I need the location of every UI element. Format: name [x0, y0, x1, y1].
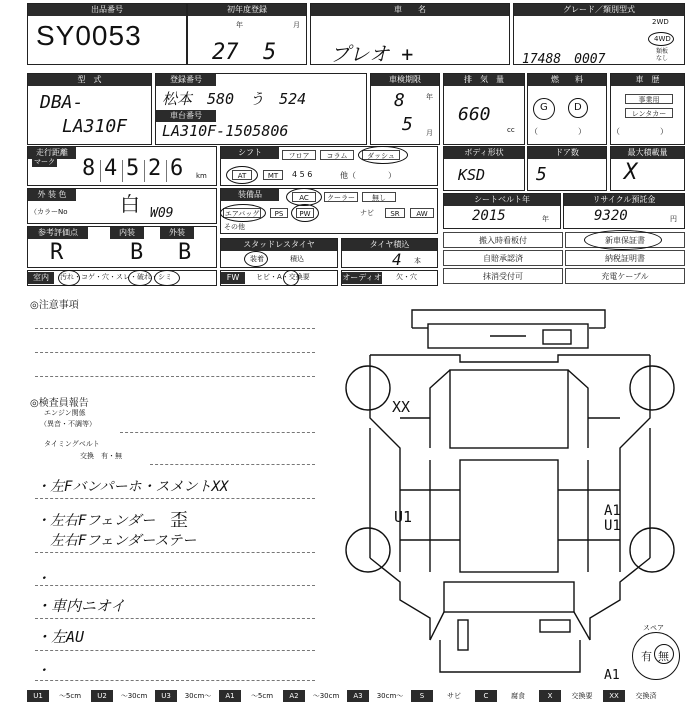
caution-line-3: [35, 376, 315, 377]
mark-xx: XX: [392, 398, 411, 416]
legend-code: C: [475, 690, 497, 702]
note-rule-2: [35, 552, 315, 553]
interior-label: 内装: [110, 227, 144, 239]
year-unit: 年: [236, 21, 243, 29]
windshield-outline: [450, 370, 568, 448]
color-value: 白: [120, 192, 140, 216]
color-label: 外 装 色: [28, 189, 76, 201]
mileage-mark: マーク: [34, 158, 55, 166]
engine-line: [120, 432, 315, 433]
mileage-digit: 4: [104, 156, 118, 181]
tire-unit: 本: [414, 257, 421, 265]
shift-floor: フロア: [282, 150, 316, 160]
inspection-month: 5: [402, 114, 413, 135]
legend-desc: サビ: [447, 692, 461, 700]
model-label: 型 式: [28, 74, 151, 86]
drive-4wd: 4WD: [654, 35, 671, 43]
note-rule-5: [35, 650, 315, 651]
note-line-3: 左右Fフェンダーステー: [36, 533, 197, 549]
engine-sub: （異音・不調等）: [40, 420, 96, 428]
spare-none: 無: [658, 650, 669, 663]
new-warranty-circle: [584, 230, 662, 250]
shift-other: 他（ ）: [340, 171, 396, 180]
history-paren: （ ）: [612, 127, 668, 136]
tax-cert-button: 納税証明書: [565, 250, 685, 266]
fuel-paren: （ ）: [530, 127, 586, 136]
exterior-value: B: [178, 240, 192, 265]
history-business: 事業用: [625, 94, 673, 104]
interior-note-items: 汚れ・コゲ・穴・スレ・破れ・シミ: [60, 273, 172, 281]
front-bumper-outline: [412, 310, 605, 328]
studless-label: スタッドレスタイヤ: [221, 239, 337, 251]
tire-label: タイヤ積込: [342, 239, 437, 251]
body-type-label: ボディ形状: [444, 147, 524, 159]
mark-u1-left: U1: [394, 508, 413, 526]
spare-none-circle: [654, 644, 674, 664]
recycle-unit: 円: [670, 215, 677, 223]
note-line-4: ・: [36, 571, 50, 587]
note-line-5: ・車内ニオイ: [36, 597, 126, 615]
legend-code: U3: [155, 690, 177, 702]
tire-value: 4: [392, 250, 402, 269]
first-registration-label: 初年度登録: [188, 4, 306, 16]
shift-column: コラム: [320, 150, 354, 160]
shift-at: AT: [232, 170, 252, 180]
note-rule-6: [35, 680, 315, 681]
fender-mark: 歪: [170, 510, 188, 531]
color-paren: （カラーNo: [30, 208, 68, 216]
registration-number: 松本 580 う 524: [162, 90, 307, 108]
interior-value: B: [130, 240, 144, 265]
carry-in-button: 搬入時看板付: [443, 232, 563, 248]
spare-label: スペア: [643, 624, 664, 632]
legend-code: U2: [91, 690, 113, 702]
legend-desc: 交換要: [571, 692, 593, 700]
capacity-value: X: [624, 160, 638, 185]
legend-code: S: [411, 690, 433, 702]
wheel-rear-right: [630, 528, 674, 572]
lot-label: 出品番号: [28, 4, 186, 16]
grade-label: グレード／類別型式: [514, 4, 684, 16]
fw-a-circle: [283, 270, 299, 286]
note-line-6: ・左AU: [36, 628, 85, 646]
self-approved-button: 自賠承認済: [443, 250, 563, 266]
evaluation-label: 参考評価点: [28, 227, 88, 239]
history-label: 車 歴: [611, 74, 684, 86]
chassis-number: LA310F-1505806: [162, 122, 289, 140]
equip-pw-circle: [291, 204, 319, 222]
month-unit: 月: [293, 21, 300, 29]
car-name: プレオ +: [330, 42, 414, 66]
wheel-front-right: [630, 366, 674, 410]
model-value-2: LA310F: [62, 116, 128, 137]
legend-desc: 30cm～: [184, 692, 212, 700]
rear-window-outline: [444, 582, 574, 612]
mileage-digit: 6: [170, 156, 184, 181]
chassis-number-label: 車台番号: [156, 110, 216, 122]
inspector-title: ◎検査員報告: [30, 398, 89, 409]
legend-desc: 交換済: [635, 692, 657, 700]
mileage-digit: 8: [82, 156, 96, 181]
legend-code: XX: [603, 690, 625, 702]
interior-note-label: 室内: [28, 272, 54, 284]
shift-at-circle: [226, 166, 258, 184]
studless-installed: 装着: [250, 255, 264, 263]
recycle-label: リサイクル預託金: [564, 194, 684, 206]
equip-ac: AC: [292, 192, 316, 202]
seatbelt-value: 2015: [472, 208, 506, 224]
interior-scuff-circle: [128, 270, 152, 286]
fw-items: ヒビ・A・交換要: [256, 273, 310, 281]
caution-line-1: [35, 328, 315, 329]
legend-code: X: [539, 690, 561, 702]
recycle-value: 9320: [594, 208, 628, 224]
note-rule-4: [35, 618, 315, 619]
mileage-unit: km: [196, 172, 207, 180]
shift-dash-circle: [358, 146, 408, 164]
legend-desc: ～5cm: [250, 692, 274, 700]
shift-dash: ダッシュ: [362, 150, 400, 160]
seatbelt-label: シートベルト年: [444, 194, 560, 206]
fuel-label: 燃 料: [528, 74, 606, 86]
legend-code: U1: [27, 690, 49, 702]
erase-button: 抹消受付可: [443, 268, 563, 284]
legend-code: A2: [283, 690, 305, 702]
inspection-year-unit: 年: [426, 93, 433, 101]
note-line-1: ・左Fバンパーホ・スメントXX: [36, 479, 229, 495]
equip-other: その他: [224, 223, 245, 231]
displacement-label: 排 気 量: [444, 74, 524, 86]
equip-navi: ナビ: [360, 209, 374, 217]
rear-bumper-outline: [440, 640, 580, 672]
doors-label: ドア数: [528, 147, 606, 159]
model-value-1: DBA-: [40, 92, 84, 113]
color-code: W09: [150, 206, 174, 221]
wheel-rear-left: [346, 528, 390, 572]
mileage-digit: 2: [148, 156, 162, 181]
legend-code: A3: [347, 690, 369, 702]
registration-number-label: 登録番号: [156, 74, 216, 86]
equip-aw: AW: [410, 208, 434, 218]
inspection-month-unit: 月: [426, 129, 433, 137]
front-body-outline: [370, 355, 650, 362]
interior-dirt-circle: [58, 270, 80, 286]
caution-title: ◎注意事項: [30, 300, 79, 311]
wheel-front-left: [346, 366, 390, 410]
note-line-2: ・左右Fフェンダー: [36, 513, 156, 529]
studless-loaded: 積込: [290, 255, 304, 263]
mileage-digit: 5: [126, 156, 140, 181]
exterior-label: 外装: [160, 227, 194, 239]
fuel-g: G: [540, 102, 548, 113]
drive-2wd: 2WD: [652, 18, 669, 26]
equip-cooler: クーラー: [324, 192, 358, 202]
car-damage-diagram: [340, 300, 685, 690]
mark-a1-u1: A1 U1: [604, 503, 621, 534]
legend-desc: 30cm～: [376, 692, 404, 700]
mileage-label: 走行距離: [28, 147, 76, 159]
drive-none: 類板 なし: [656, 48, 669, 62]
shift-mt: MT: [263, 170, 283, 180]
equip-ps: PS: [270, 208, 288, 218]
evaluation-value: R: [50, 240, 64, 265]
first-registration-year: 27: [212, 40, 239, 65]
note-rule-1: [35, 498, 315, 499]
mileage-digit-separator: [100, 160, 101, 182]
audio-items: 欠・穴: [396, 273, 417, 281]
timing-line: [150, 464, 315, 465]
capacity-label: 最大積載量: [611, 147, 684, 159]
legend-code: A1: [219, 690, 241, 702]
fuel-d: D: [574, 102, 582, 113]
new-warranty-button: 新車保証書: [565, 232, 685, 248]
body-type-value: KSD: [458, 166, 486, 184]
fw-label: FW: [221, 272, 245, 284]
legend-desc: 腐食: [511, 692, 525, 700]
mileage-digit-separator: [122, 160, 123, 182]
shift-label: シフト: [221, 147, 279, 159]
legend-desc: ～30cm: [120, 692, 148, 700]
first-registration-month: 5: [263, 40, 277, 65]
equipment-label: 装備品: [221, 189, 279, 201]
timing-label: タイミングベルト: [44, 440, 100, 448]
audio-label: オーディオ: [342, 273, 382, 282]
car-name-label: 車 名: [311, 4, 509, 16]
mileage-digit-separator: [144, 160, 145, 182]
drive-4wd-circle: [648, 32, 674, 46]
roof-outline: [460, 460, 558, 572]
caution-line-2: [35, 352, 315, 353]
studless-installed-circle: [244, 251, 268, 267]
inspection-label: 車検期限: [371, 74, 439, 86]
equip-airbag: エアバッグ: [224, 210, 260, 218]
note-rule-3: [35, 585, 315, 586]
equip-none: 無し: [362, 192, 396, 202]
engine-label: エンジン関係: [44, 409, 86, 417]
timing-exchange: 交換 有・無: [80, 452, 122, 460]
note-line-7: ・: [36, 663, 50, 679]
spare-have: 有: [641, 650, 652, 663]
equip-sr: SR: [385, 208, 405, 218]
displacement-value: 660: [458, 104, 491, 125]
legend-desc: ～5cm: [58, 692, 82, 700]
grade-value: 17488 0007: [522, 52, 606, 67]
displacement-unit: cc: [507, 126, 515, 134]
inspection-year: 8: [394, 90, 405, 111]
legend-desc: ～30cm: [312, 692, 340, 700]
history-rental: レンタカー: [625, 108, 673, 118]
mileage-digit-separator: [166, 160, 167, 182]
lot-number: SY0053: [36, 20, 142, 51]
mark-a1-bottom: A1: [604, 668, 620, 683]
equip-airbag-circle: [220, 204, 266, 222]
shift-gears: 4 5 6: [292, 170, 313, 179]
interior-tear-circle: [154, 270, 180, 286]
equip-pw: PW: [296, 208, 314, 218]
doors-value: 5: [536, 164, 547, 185]
charge-cable-button: 充電ケーブル: [565, 268, 685, 284]
seatbelt-unit: 年: [542, 215, 549, 223]
